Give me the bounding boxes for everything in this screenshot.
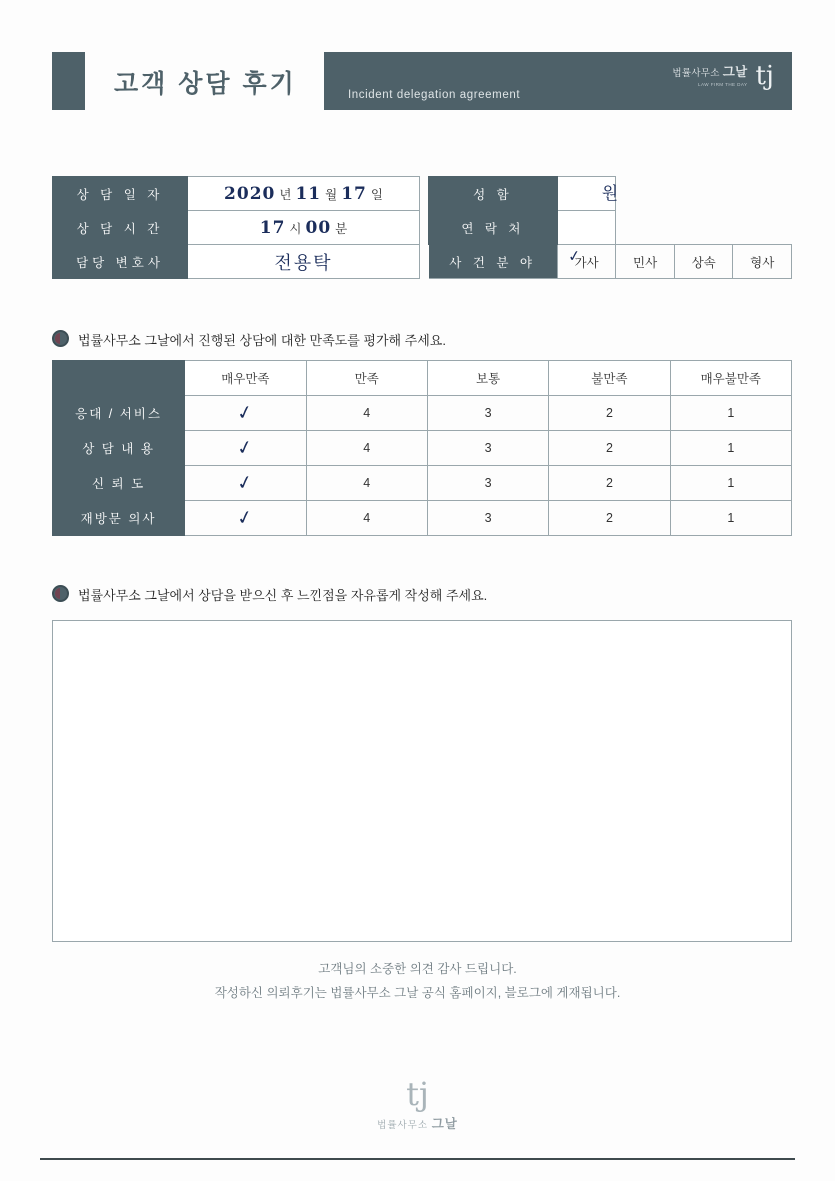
rating-cell-trust-1[interactable]: 1 (670, 466, 791, 501)
table-header-row (53, 361, 792, 396)
rating-cell-revisit-3[interactable]: 3 (427, 501, 548, 536)
rating-cell-service-2[interactable]: 2 (549, 396, 670, 431)
footer-logo-group (0, 1075, 835, 1132)
brand-logo-group (672, 63, 774, 89)
footer-brand-big: 그날 (431, 1117, 458, 1131)
table-row-date (53, 177, 420, 211)
table-row-case-field (429, 245, 792, 279)
rating-cell-content-4[interactable]: 4 (306, 431, 427, 466)
table-row-lawyer (53, 245, 420, 279)
footer-brand-name (0, 1114, 835, 1132)
label-client-name: 성 함 (429, 177, 558, 211)
table-row (53, 431, 792, 466)
rating-cell-service-4[interactable]: 4 (306, 396, 427, 431)
date-day-unit: 일 (370, 187, 383, 202)
rating-row-label-service: 응대 / 서비스 (53, 396, 185, 431)
rating-cell-revisit-2[interactable]: 2 (549, 501, 670, 536)
rating-row-label-revisit: 재방문 의사 (53, 501, 185, 536)
lawyer-name-handwriting: 전용탁 (274, 252, 333, 274)
rating-cell-revisit-1[interactable]: 1 (670, 501, 791, 536)
rating-col-dissatisfied: 불만족 (549, 361, 670, 396)
rating-cell-revisit-4[interactable]: 4 (306, 501, 427, 536)
rating-row-label-trust: 신 뢰 도 (53, 466, 185, 501)
time-hour-unit: 시 (289, 221, 302, 236)
table-row-name (429, 177, 792, 211)
rating-col-satisfied: 만족 (306, 361, 427, 396)
case-field-option-2[interactable]: 상속 (674, 245, 733, 279)
footer-divider (40, 1158, 795, 1160)
checkmark-icon: ✓ (235, 400, 256, 426)
rating-col-very-satisfied: 매우만족 (185, 361, 306, 396)
satisfaction-rating-table (52, 360, 792, 536)
rating-col-neutral: 보통 (427, 361, 548, 396)
satisfaction-heading-text: 법률사무소 그날에서 진행된 상담에 대한 만족도를 평가해 주세요. (78, 333, 446, 348)
case-field-option-1[interactable]: 민사 (616, 245, 675, 279)
thanks-line-1: 고객님의 소중한 의견 감사 드립니다. (318, 962, 517, 976)
table-row (53, 501, 792, 536)
case-field-option-0-label: 가사 (574, 255, 599, 270)
time-minute-unit: 분 (335, 221, 348, 236)
rating-cell-content-3[interactable]: 3 (427, 431, 548, 466)
rating-cell-trust-4[interactable]: 4 (306, 466, 427, 501)
footer-brand-mark-icon: tj (406, 1075, 429, 1113)
header-band (324, 52, 792, 110)
table-row-contact (429, 211, 792, 245)
label-consult-time: 상 담 시 간 (53, 211, 188, 245)
freetext-section-heading (52, 583, 487, 604)
label-consult-date: 상 담 일 자 (53, 177, 188, 211)
rating-corner-cell (53, 361, 185, 396)
checkmark-icon: ✓ (235, 505, 256, 531)
table-row (53, 396, 792, 431)
date-year-value: 2020 (224, 183, 276, 204)
rating-cell-service-3[interactable]: 3 (427, 396, 548, 431)
header-accent-square (52, 52, 85, 110)
rating-cell-trust-3[interactable]: 3 (427, 466, 548, 501)
rating-cell-content-5[interactable] (185, 431, 306, 466)
value-lawyer[interactable] (188, 245, 420, 279)
client-name-handwriting: 원 (601, 184, 619, 204)
checkmark-icon: ✓ (235, 470, 256, 496)
footer-brand-small: 법률사무소 (377, 1120, 429, 1131)
time-hour-value: 17 (259, 217, 286, 238)
label-case-field: 사 건 분 야 (429, 245, 558, 279)
consultation-info-left (52, 176, 420, 279)
consultation-info-right (428, 176, 792, 279)
date-day-value: 17 (341, 183, 367, 204)
rating-row-label-content: 상 담 내 용 (53, 431, 185, 466)
freetext-input-area[interactable] (52, 620, 792, 942)
checkmark-icon: ✓ (235, 435, 256, 461)
rating-cell-content-2[interactable]: 2 (549, 431, 670, 466)
value-contact[interactable] (557, 211, 616, 245)
date-month-value: 11 (295, 183, 322, 204)
freetext-heading-text: 법률사무소 그날에서 상담을 받으신 후 느낀점을 자유롭게 작성해 주세요. (78, 588, 488, 603)
bullet-icon (52, 330, 69, 347)
header-subtitle: Incident delegation agreement (348, 89, 521, 101)
case-field-option-3[interactable]: 형사 (733, 245, 792, 279)
rating-cell-trust-2[interactable]: 2 (549, 466, 670, 501)
label-lawyer: 담당 변호사 (53, 245, 188, 279)
value-consult-time[interactable] (188, 211, 420, 245)
brand-name-small: 법률사무소 (672, 67, 720, 79)
value-client-name[interactable] (557, 177, 619, 211)
brand-subname: LAW FIRM THE DAY (698, 81, 748, 87)
rating-cell-service-5[interactable] (185, 396, 306, 431)
brand-mark-icon: tj (755, 61, 774, 91)
bullet-icon (52, 585, 69, 602)
rating-cell-content-1[interactable]: 1 (670, 431, 791, 466)
table-row (53, 466, 792, 501)
date-month-unit: 월 (325, 187, 338, 202)
value-consult-date[interactable] (188, 177, 420, 211)
document-header (52, 52, 792, 110)
time-minute-value: 00 (305, 217, 332, 238)
page-title: 고객 상담 후기 (114, 70, 297, 98)
rating-cell-service-1[interactable]: 1 (670, 396, 791, 431)
table-row-time (53, 211, 420, 245)
label-contact: 연 락 처 (429, 211, 558, 245)
rating-cell-trust-5[interactable] (185, 466, 306, 501)
satisfaction-section-heading (52, 328, 446, 349)
brand-name-big: 그날 (722, 64, 748, 79)
rating-cell-revisit-5[interactable] (185, 501, 306, 536)
case-field-check-icon: ✓ (566, 246, 582, 266)
case-field-option-0[interactable] (557, 245, 616, 279)
brand-name (672, 65, 747, 80)
date-year-unit: 년 (279, 187, 292, 202)
footer-thanks (0, 958, 835, 1006)
thanks-line-2: 작성하신 의뢰후기는 법률사무소 그날 공식 홈페이지, 블로그에 게재됩니다. (214, 985, 621, 1000)
rating-col-very-dissatisfied: 매우불만족 (670, 361, 791, 396)
